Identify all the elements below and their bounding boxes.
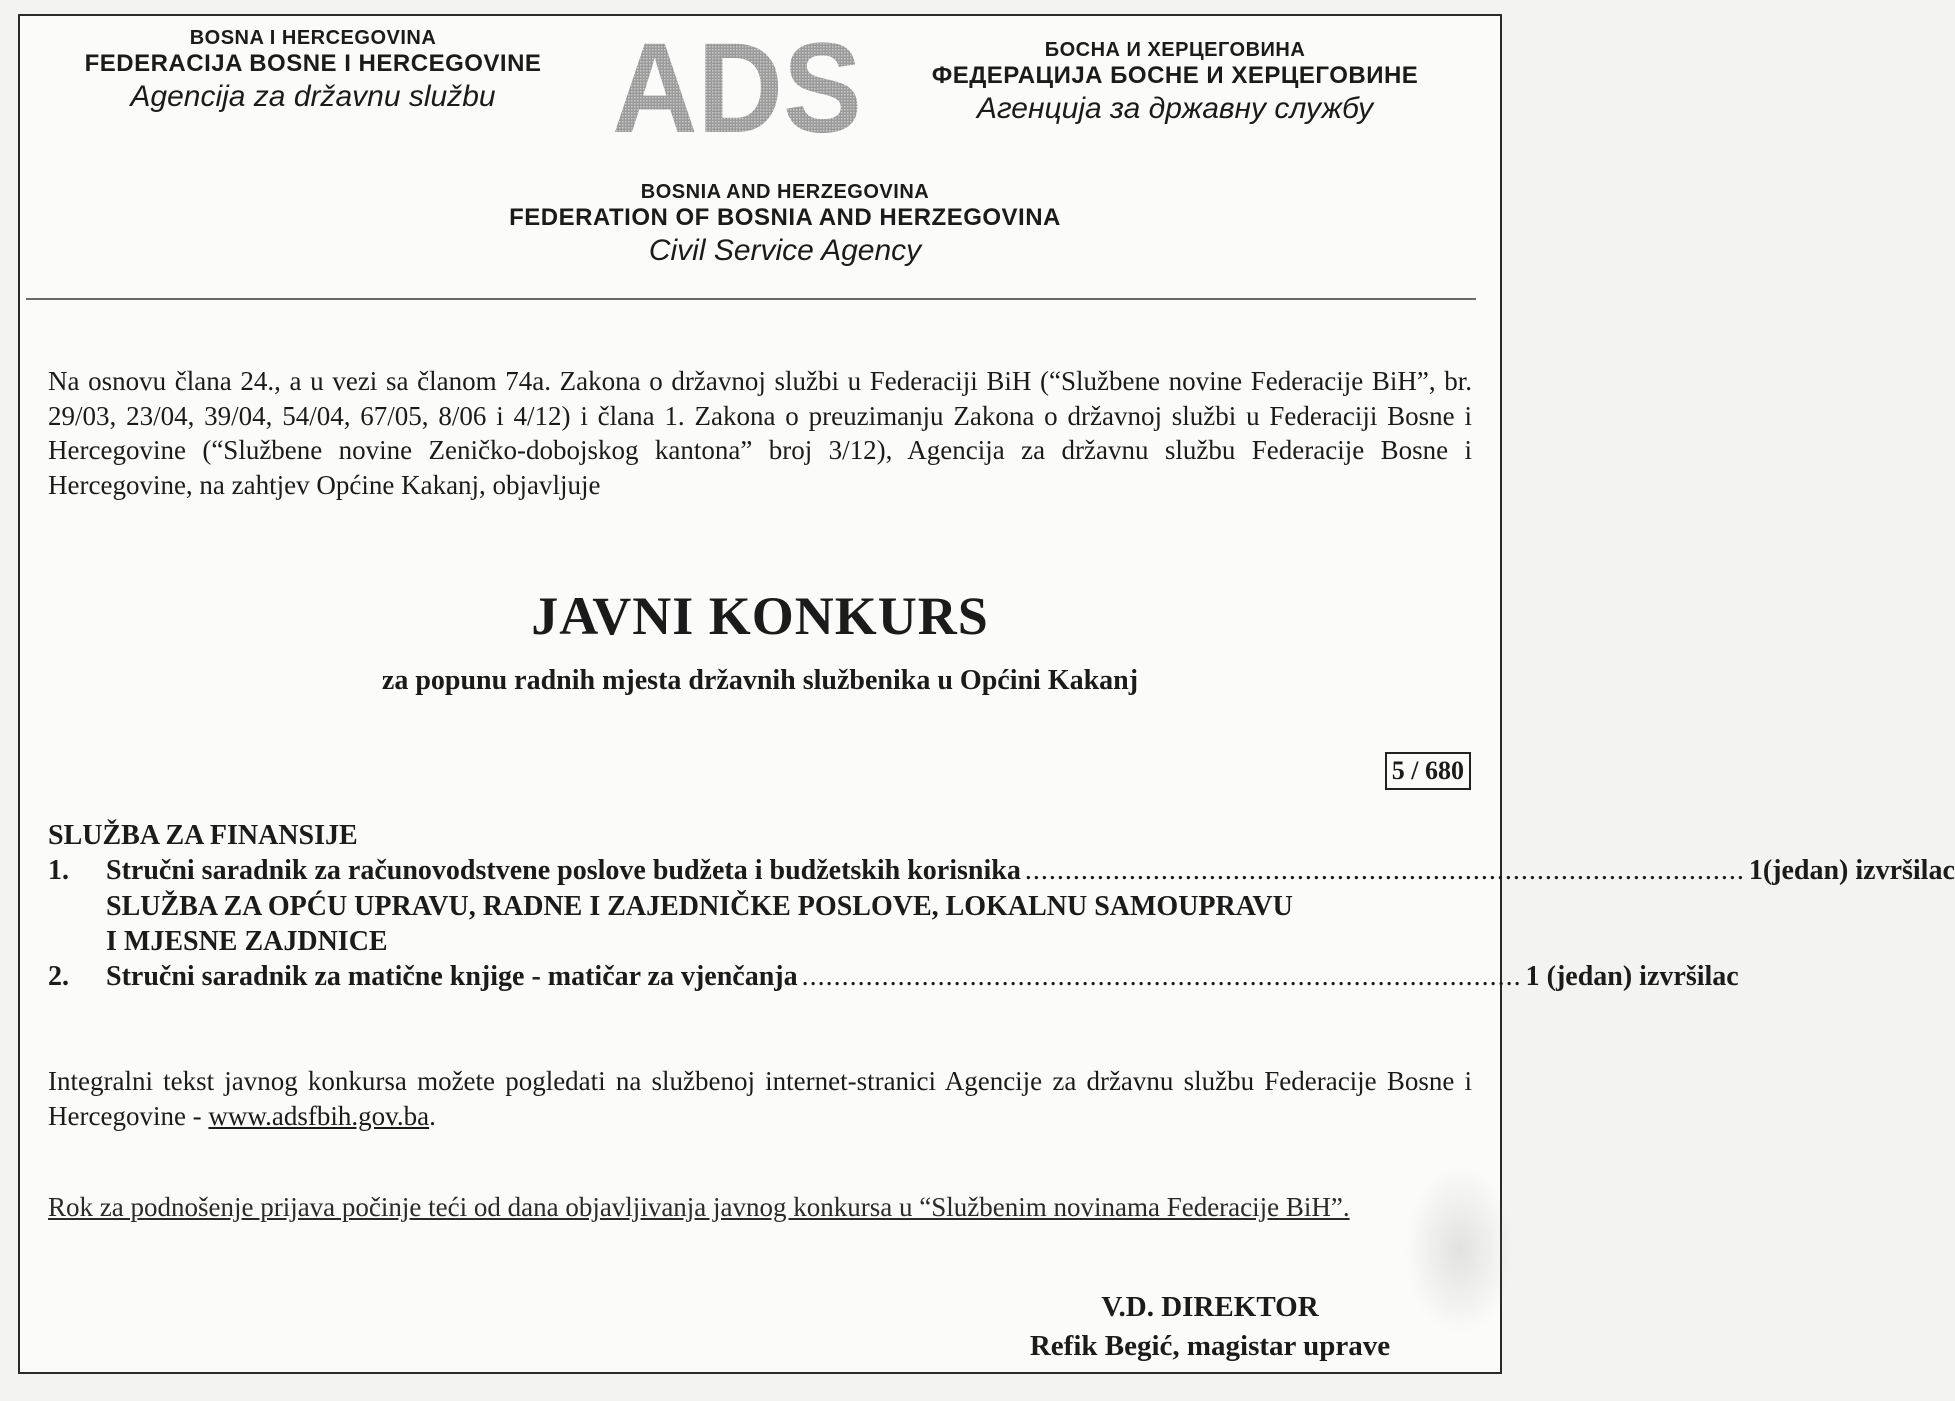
ads-logo-text: ADS bbox=[612, 17, 862, 160]
position-item-2 bbox=[48, 959, 1739, 994]
outro-paragraph bbox=[48, 1064, 1472, 1133]
ads-logo bbox=[610, 17, 865, 160]
header-left-agency: Agencija za državnu službu bbox=[130, 79, 496, 113]
signature-block bbox=[950, 1288, 1470, 1366]
reference-number-box: 5 / 680 bbox=[1385, 752, 1471, 790]
header-right-block bbox=[870, 38, 1480, 127]
header-center-block bbox=[300, 180, 1270, 269]
header-divider bbox=[26, 298, 1476, 300]
position-label: Stručni saradnik za matične knjige - matičar za vjenčanja bbox=[106, 961, 798, 993]
signature-name: Refik Begić, magistar uprave bbox=[1029, 1330, 1391, 1363]
section-heading-administration bbox=[48, 889, 1472, 960]
agency-website-link[interactable]: www.adsfbih.gov.ba bbox=[208, 1100, 430, 1131]
header-right-agency: Агенција за државну службу bbox=[976, 91, 1374, 125]
position-number: 2. bbox=[48, 961, 69, 993]
outro-tail: . bbox=[429, 1100, 436, 1131]
deadline-notice: Rok za podnošenje prijava počinje teći od dana objavljivanja javnog konkursa u “Službenim novinama Federacije BiH”. bbox=[48, 1192, 1350, 1222]
notice-subtitle: za popunu radnih mjesta državnih službenika u Općini Kakanj bbox=[381, 665, 1139, 696]
signature-role: V.D. DIREKTOR bbox=[1101, 1291, 1319, 1323]
header-right-federation: ФЕДЕРАЦИЈА БОСНЕ И ХЕРЦЕГОВИНЕ bbox=[931, 62, 1419, 89]
header-left-block bbox=[28, 26, 598, 115]
notice-title: JAVNI KONKURS bbox=[531, 586, 989, 646]
outro-text: Integralni tekst javnog konkursa možete pogledati na službenoj internet-stranici Agencije za državnu službu Federacije Bosne i Hercegovine - bbox=[48, 1066, 1472, 1131]
intro-paragraph: Na osnovu člana 24., a u vezi sa članom 74a. Zakona o državnoj službi u Federaciji BiH (“Službene novine Federacije BiH”, br. 29/03, 23/04, 39/04, 54/04, 67/05, 8/06 i 4/12) i člana 1. Zakona o preuzimanju Zakona o državnoj službi u Federaciji Bosne i Hercegovine (“Službene novine Zeničko-dobojskog kantona” broj 3/12), Agencija za državnu službu Federacije Bosne i Hercegovine, na zahtjev Općine Kakanj, objavljuje bbox=[48, 366, 1472, 500]
section-heading-finance: SLUŽBA ZA FINANSIJE bbox=[48, 820, 358, 851]
position-count: 1(jedan) izvršilac bbox=[1748, 855, 1955, 887]
header-left-federation: FEDERACIJA BOSNE I HERCEGOVINE bbox=[84, 50, 542, 77]
header-right-country: БОСНА И ХЕРЦЕГОВИНА bbox=[1044, 39, 1306, 61]
leader-dots: .......................................................................................... bbox=[1024, 855, 1745, 887]
positions-list bbox=[48, 818, 1955, 994]
section-heading-line1: SLUŽBA ZA OPĆU UPRAVU, RADNE I ZAJEDNIČKE POSLOVE, LOKALNU SAMOUPRAVU bbox=[106, 890, 1293, 922]
position-label: Stručni saradnik za računovodstvene poslove budžeta i budžetskih korisnika bbox=[106, 855, 1021, 887]
scan-smudge bbox=[1405, 1165, 1515, 1335]
position-count: 1 (jedan) izvršilac bbox=[1525, 961, 1739, 993]
leader-dots: .......................................................................................... bbox=[801, 961, 1522, 993]
position-item-1 bbox=[48, 853, 1955, 888]
header-center-country: BOSNIA AND HERZEGOVINA bbox=[640, 181, 930, 203]
header-center-agency: Civil Service Agency bbox=[648, 233, 922, 267]
header-center-federation: FEDERATION OF BOSNIA AND HERZEGOVINA bbox=[509, 204, 1061, 231]
section-heading-line2: I MJESNE ZAJDNICE bbox=[106, 925, 388, 957]
position-number: 1. bbox=[48, 855, 69, 887]
header-left-country: BOSNA I HERCEGOVINA bbox=[189, 27, 437, 49]
